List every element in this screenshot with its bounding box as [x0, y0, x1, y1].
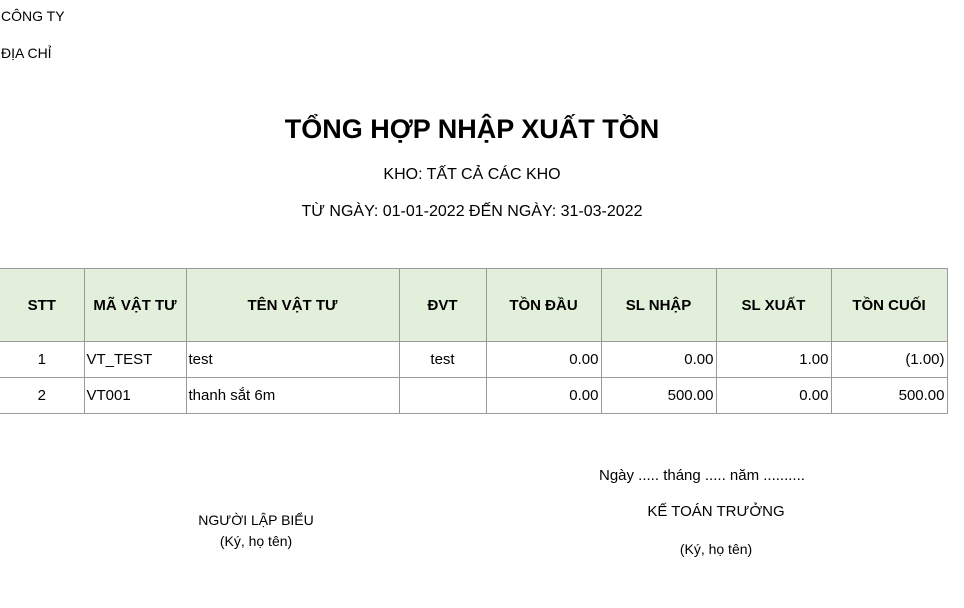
col-header-item-name: TÊN VẬT TƯ — [186, 269, 399, 342]
cell-closing-stock: (1.00) — [831, 342, 947, 378]
cell-qty-in: 0.00 — [601, 342, 716, 378]
company-address: ĐỊA CHỈ — [1, 45, 52, 61]
cell-item-name: test — [186, 342, 399, 378]
col-header-opening-stock: TỒN ĐẦU — [486, 269, 601, 342]
cell-qty-out: 1.00 — [716, 342, 831, 378]
cell-opening-stock: 0.00 — [486, 378, 601, 414]
col-header-item-code: MÃ VẬT TƯ — [84, 269, 186, 342]
cell-item-code: VT001 — [84, 378, 186, 414]
col-header-qty-out: SL XUẤT — [716, 269, 831, 342]
cell-qty-in: 500.00 — [601, 378, 716, 414]
cell-item-name: thanh sắt 6m — [186, 378, 399, 414]
cell-unit: test — [399, 342, 486, 378]
signature-date-line: Ngày ..... tháng ..... năm .......... — [599, 467, 805, 484]
cell-opening-stock: 0.00 — [486, 342, 601, 378]
preparer-title: NGƯỜI LẬP BIỂU — [198, 512, 314, 528]
chief-accountant-title: KẾ TOÁN TRƯỞNG — [647, 503, 785, 520]
col-header-unit: ĐVT — [399, 269, 486, 342]
company-name: CÔNG TY — [1, 8, 65, 24]
preparer-sign-note: (Ký, họ tên) — [219, 533, 293, 549]
col-header-closing-stock: TỒN CUỐI — [831, 269, 947, 342]
cell-stt: 2 — [0, 378, 84, 414]
report-warehouse: KHO: TẤT CẢ CÁC KHO — [383, 166, 561, 183]
report-period: TỪ NGÀY: 01-01-2022 ĐẾN NGÀY: 31-03-2022 — [301, 203, 643, 220]
inventory-summary-table — [0, 268, 948, 414]
col-header-qty-in: SL NHẬP — [601, 269, 716, 342]
cell-stt: 1 — [0, 342, 84, 378]
table-header-row — [0, 269, 947, 342]
cell-closing-stock: 500.00 — [831, 378, 947, 414]
table-row — [0, 342, 947, 378]
report-title: TỔNG HỢP NHẬP XUẤT TỒN — [284, 114, 660, 144]
cell-item-code: VT_TEST — [84, 342, 186, 378]
table-row — [0, 378, 947, 414]
chief-accountant-sign-note: (Ký, họ tên) — [679, 541, 753, 557]
cell-unit — [399, 378, 486, 414]
col-header-stt: STT — [0, 269, 84, 342]
cell-qty-out: 0.00 — [716, 378, 831, 414]
